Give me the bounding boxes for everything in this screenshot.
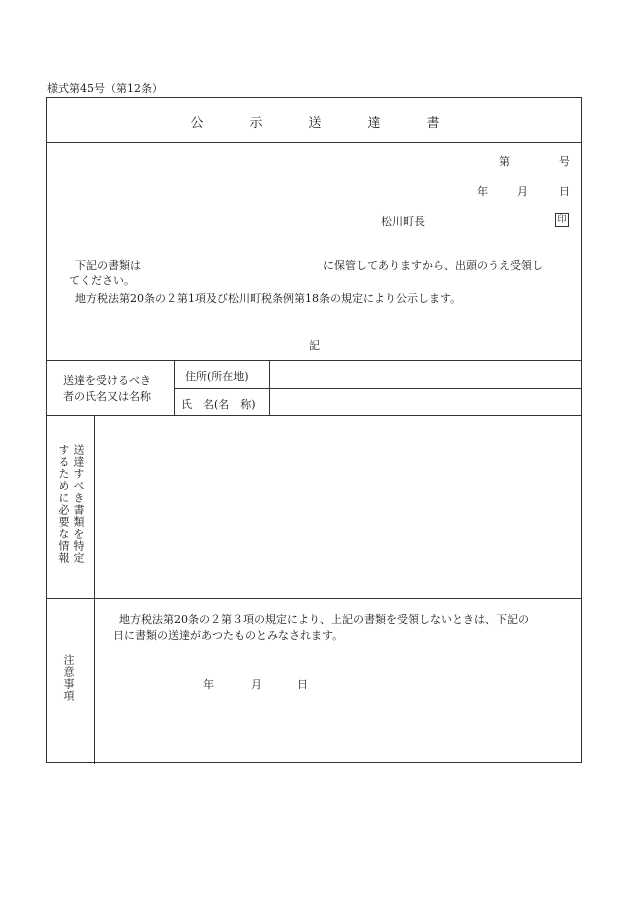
address-label: 住所(所在地) [185, 370, 249, 383]
title-char: 書 [426, 116, 440, 131]
seal-mark [555, 212, 569, 227]
notice-form [46, 97, 582, 763]
divider [94, 415, 95, 764]
doc-info-label-col2: するために必要な情報 [57, 444, 70, 564]
form-number-label: 様式第45号（第12条） [47, 82, 163, 95]
body-line1-end: に保管してありますから、出頭のうえ受領し [323, 259, 543, 272]
divider [47, 360, 581, 361]
ki-label: 記 [309, 339, 320, 352]
date-day: 日 [559, 185, 570, 198]
divider [47, 415, 581, 416]
title-char: 達 [367, 116, 381, 131]
body-line2: てください。 [69, 274, 135, 287]
title-char: 送 [308, 116, 322, 131]
number-prefix: 第 [499, 155, 510, 168]
date-month: 月 [517, 185, 528, 198]
notes-label: 注意事項 [62, 654, 75, 702]
recipient-label-line1: 送達を受けるべき [63, 374, 151, 387]
divider [47, 142, 581, 143]
divider [47, 598, 581, 599]
seal-icon: 印 [555, 213, 569, 227]
form-title [47, 112, 583, 131]
notes-year: 年 [203, 678, 214, 691]
body-line3: 地方税法第20条の２第1項及び松川町税条例第18条の規定により公示します。 [75, 292, 462, 305]
title-char: 示 [249, 116, 263, 131]
body-line1-start: 下記の書類は [75, 259, 141, 272]
name-label: 氏 名(名 称) [181, 398, 256, 411]
title-char: 公 [190, 116, 204, 131]
notes-line2: 日に書類の送達があつたものとみなされます。 [113, 629, 344, 642]
number-suffix: 号 [559, 155, 570, 168]
notes-day: 日 [297, 678, 308, 691]
notes-line1: 地方税法第20条の２第３項の規定により、上記の書類を受領しないときは、下記の [119, 613, 529, 626]
notes-month: 月 [251, 678, 262, 691]
date-year: 年 [477, 185, 488, 198]
issuer-name: 松川町長 [381, 215, 425, 228]
doc-info-label-col1: 送達すべき書類を特定 [72, 444, 85, 564]
divider [174, 388, 581, 389]
recipient-label-line2: 者の氏名又は名称 [63, 390, 151, 403]
